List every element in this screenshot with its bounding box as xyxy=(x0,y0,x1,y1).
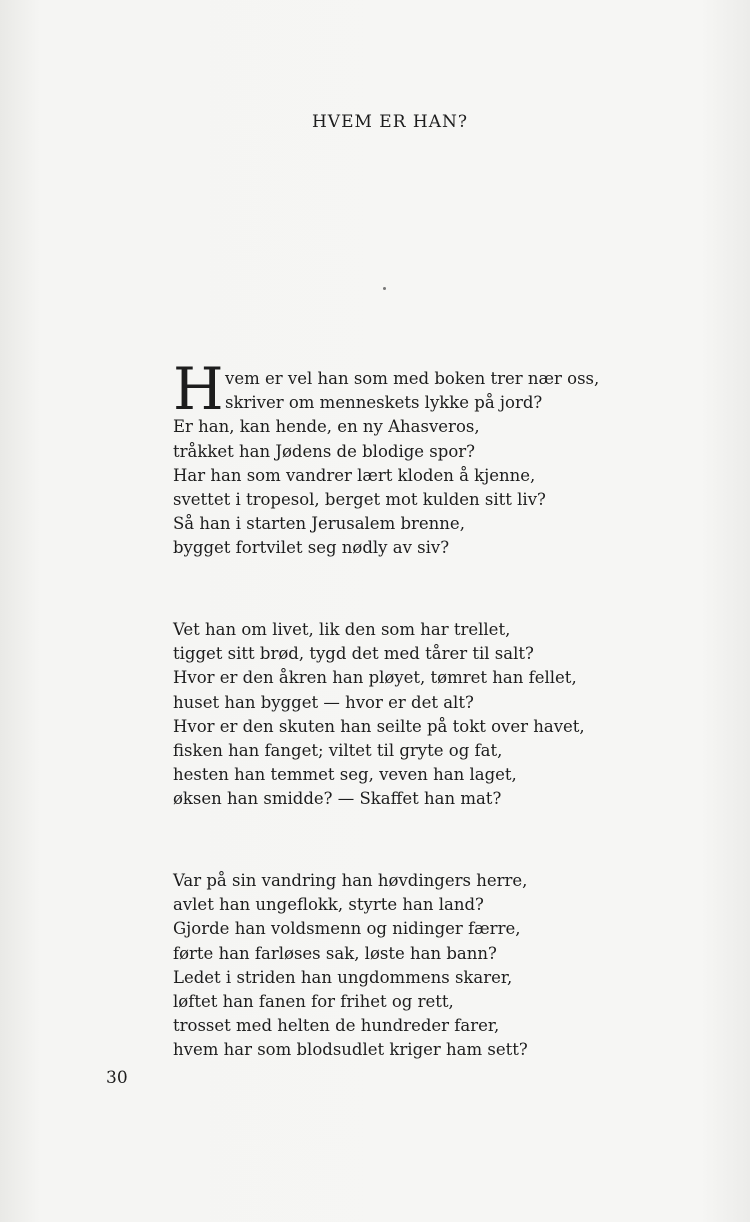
stanza-1 xyxy=(173,355,600,561)
poem-line: huset han bygget — hvor er det alt? xyxy=(173,692,474,712)
poem-title: HVEM ER HAN? xyxy=(311,112,469,132)
poem-line: Vet han om livet, lik den som har trellet, xyxy=(173,620,511,639)
poem-line: bygget fortvilet seg nødly av siv? xyxy=(173,538,450,558)
stanza-2 xyxy=(173,618,585,812)
poem-line: vem er vel han som med boken trer nær oss, xyxy=(225,369,600,388)
poem-line: førte han farløses sak, løste han bann? xyxy=(173,943,497,963)
poem-line: Så han i starten Jerusalem brenne, xyxy=(173,514,465,534)
poem-line: Er han, kan hende, en ny Ahasveros, xyxy=(173,417,480,437)
poem-line: Hvor er den åkren han pløyet, tømret han fellet, xyxy=(173,668,577,688)
stanza-3 xyxy=(173,869,528,1063)
poem-line: trosset med helten de hundreder farer, xyxy=(173,1016,500,1036)
page-number: 30 xyxy=(106,1068,128,1088)
poem-line: løftet han fanen for frihet og rett, xyxy=(173,992,454,1012)
poem-line: tråkket han Jødens de blodige spor? xyxy=(173,441,475,461)
poem-line: fisken han fanget; viltet til gryte og fat, xyxy=(173,741,503,761)
poem-line: hesten han temmet seg, veven han laget, xyxy=(173,765,517,785)
poem-line: øksen han smidde? — Skaffet han mat? xyxy=(173,789,502,809)
poem-line: Ledet i striden han ungdommens skarer, xyxy=(173,967,513,987)
poem-line: Hvor er den skuten han seilte på tokt over havet, xyxy=(173,716,585,736)
poem-line: svettet i tropesol, berget mot kulden sitt liv? xyxy=(173,490,546,510)
drop-cap-letter: H xyxy=(173,355,224,423)
poem-line: skriver om menneskets lykke på jord? xyxy=(225,393,543,413)
poem-line: Gjorde han voldsmenn og nidinger færre, xyxy=(173,919,521,939)
poem-line: tigget sitt brød, tygd det med tårer til salt? xyxy=(173,644,534,664)
dropcap-block xyxy=(173,355,600,423)
poem-line: Var på sin vandring han høvdingers herre, xyxy=(173,871,528,890)
poem-line: avlet han ungeflokk, styrte han land? xyxy=(173,895,484,915)
poem-line: Har han som vandrer lært kloden å kjenne, xyxy=(173,465,536,485)
poem-line: hvem har som blodsudlet kriger ham sett? xyxy=(173,1040,528,1060)
decorative-dot xyxy=(383,287,386,290)
